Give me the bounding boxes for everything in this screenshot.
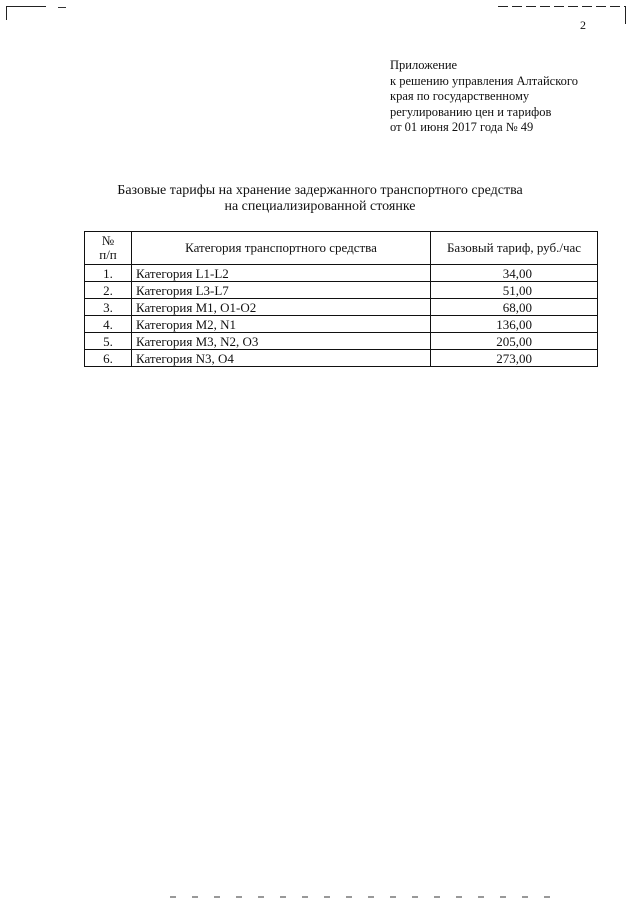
document-title-line: на специализированной стоянке [224, 199, 416, 214]
appendix-block [390, 58, 630, 136]
row-number: 6. [85, 350, 132, 367]
appendix-line: края по государственному [390, 89, 530, 103]
header-tariff: Базовый тариф, руб./час [431, 232, 598, 265]
row-tariff: 273,00 [431, 350, 598, 367]
table-row [85, 333, 598, 350]
appendix-line: Приложение [390, 58, 458, 72]
header-number-abbr: п/п [99, 247, 117, 262]
table-row [85, 282, 598, 299]
header-number [85, 232, 132, 265]
row-tariff: 51,00 [431, 282, 598, 299]
table-row [85, 350, 598, 367]
table-row [85, 316, 598, 333]
scan-mark-top-left-vertical [6, 6, 7, 20]
header-number-symbol: № [101, 233, 115, 248]
appendix-line: к решению управления Алтайского [390, 73, 578, 88]
row-number: 2. [85, 282, 132, 299]
row-tariff: 68,00 [431, 299, 598, 316]
scan-mark-top-right [498, 6, 626, 7]
row-category: Категория М2, N1 [132, 316, 431, 333]
scan-mark-top-right-vertical [625, 6, 626, 24]
row-category: Категория М3, N2, О3 [132, 333, 431, 350]
row-category: Категория N3, О4 [132, 350, 431, 367]
scan-mark-dash [58, 7, 66, 8]
page-number: 2 [580, 18, 586, 32]
tariffs-table [84, 231, 598, 367]
row-category: Категория L1-L2 [132, 265, 431, 282]
header-category: Категория транспортного средства [132, 232, 431, 265]
table-row [85, 265, 598, 282]
document-title [60, 183, 580, 215]
appendix-line: от 01 июня 2017 года № 49 [390, 120, 534, 134]
row-number: 1. [85, 265, 132, 282]
row-number: 4. [85, 316, 132, 333]
row-tariff: 136,00 [431, 316, 598, 333]
document-title-line: Базовые тарифы на хранение задержанного транспортного средства [117, 183, 523, 198]
scan-mark-top-left [6, 6, 46, 7]
table-header-row [85, 232, 598, 265]
table-row [85, 299, 598, 316]
row-number: 3. [85, 299, 132, 316]
scan-bottom-noise [170, 896, 550, 898]
row-category: Категория М1, О1-О2 [132, 299, 431, 316]
row-tariff: 34,00 [431, 265, 598, 282]
row-tariff: 205,00 [431, 333, 598, 350]
row-category: Категория L3-L7 [132, 282, 431, 299]
appendix-line: регулированию цен и тарифов [390, 104, 552, 119]
row-number: 5. [85, 333, 132, 350]
